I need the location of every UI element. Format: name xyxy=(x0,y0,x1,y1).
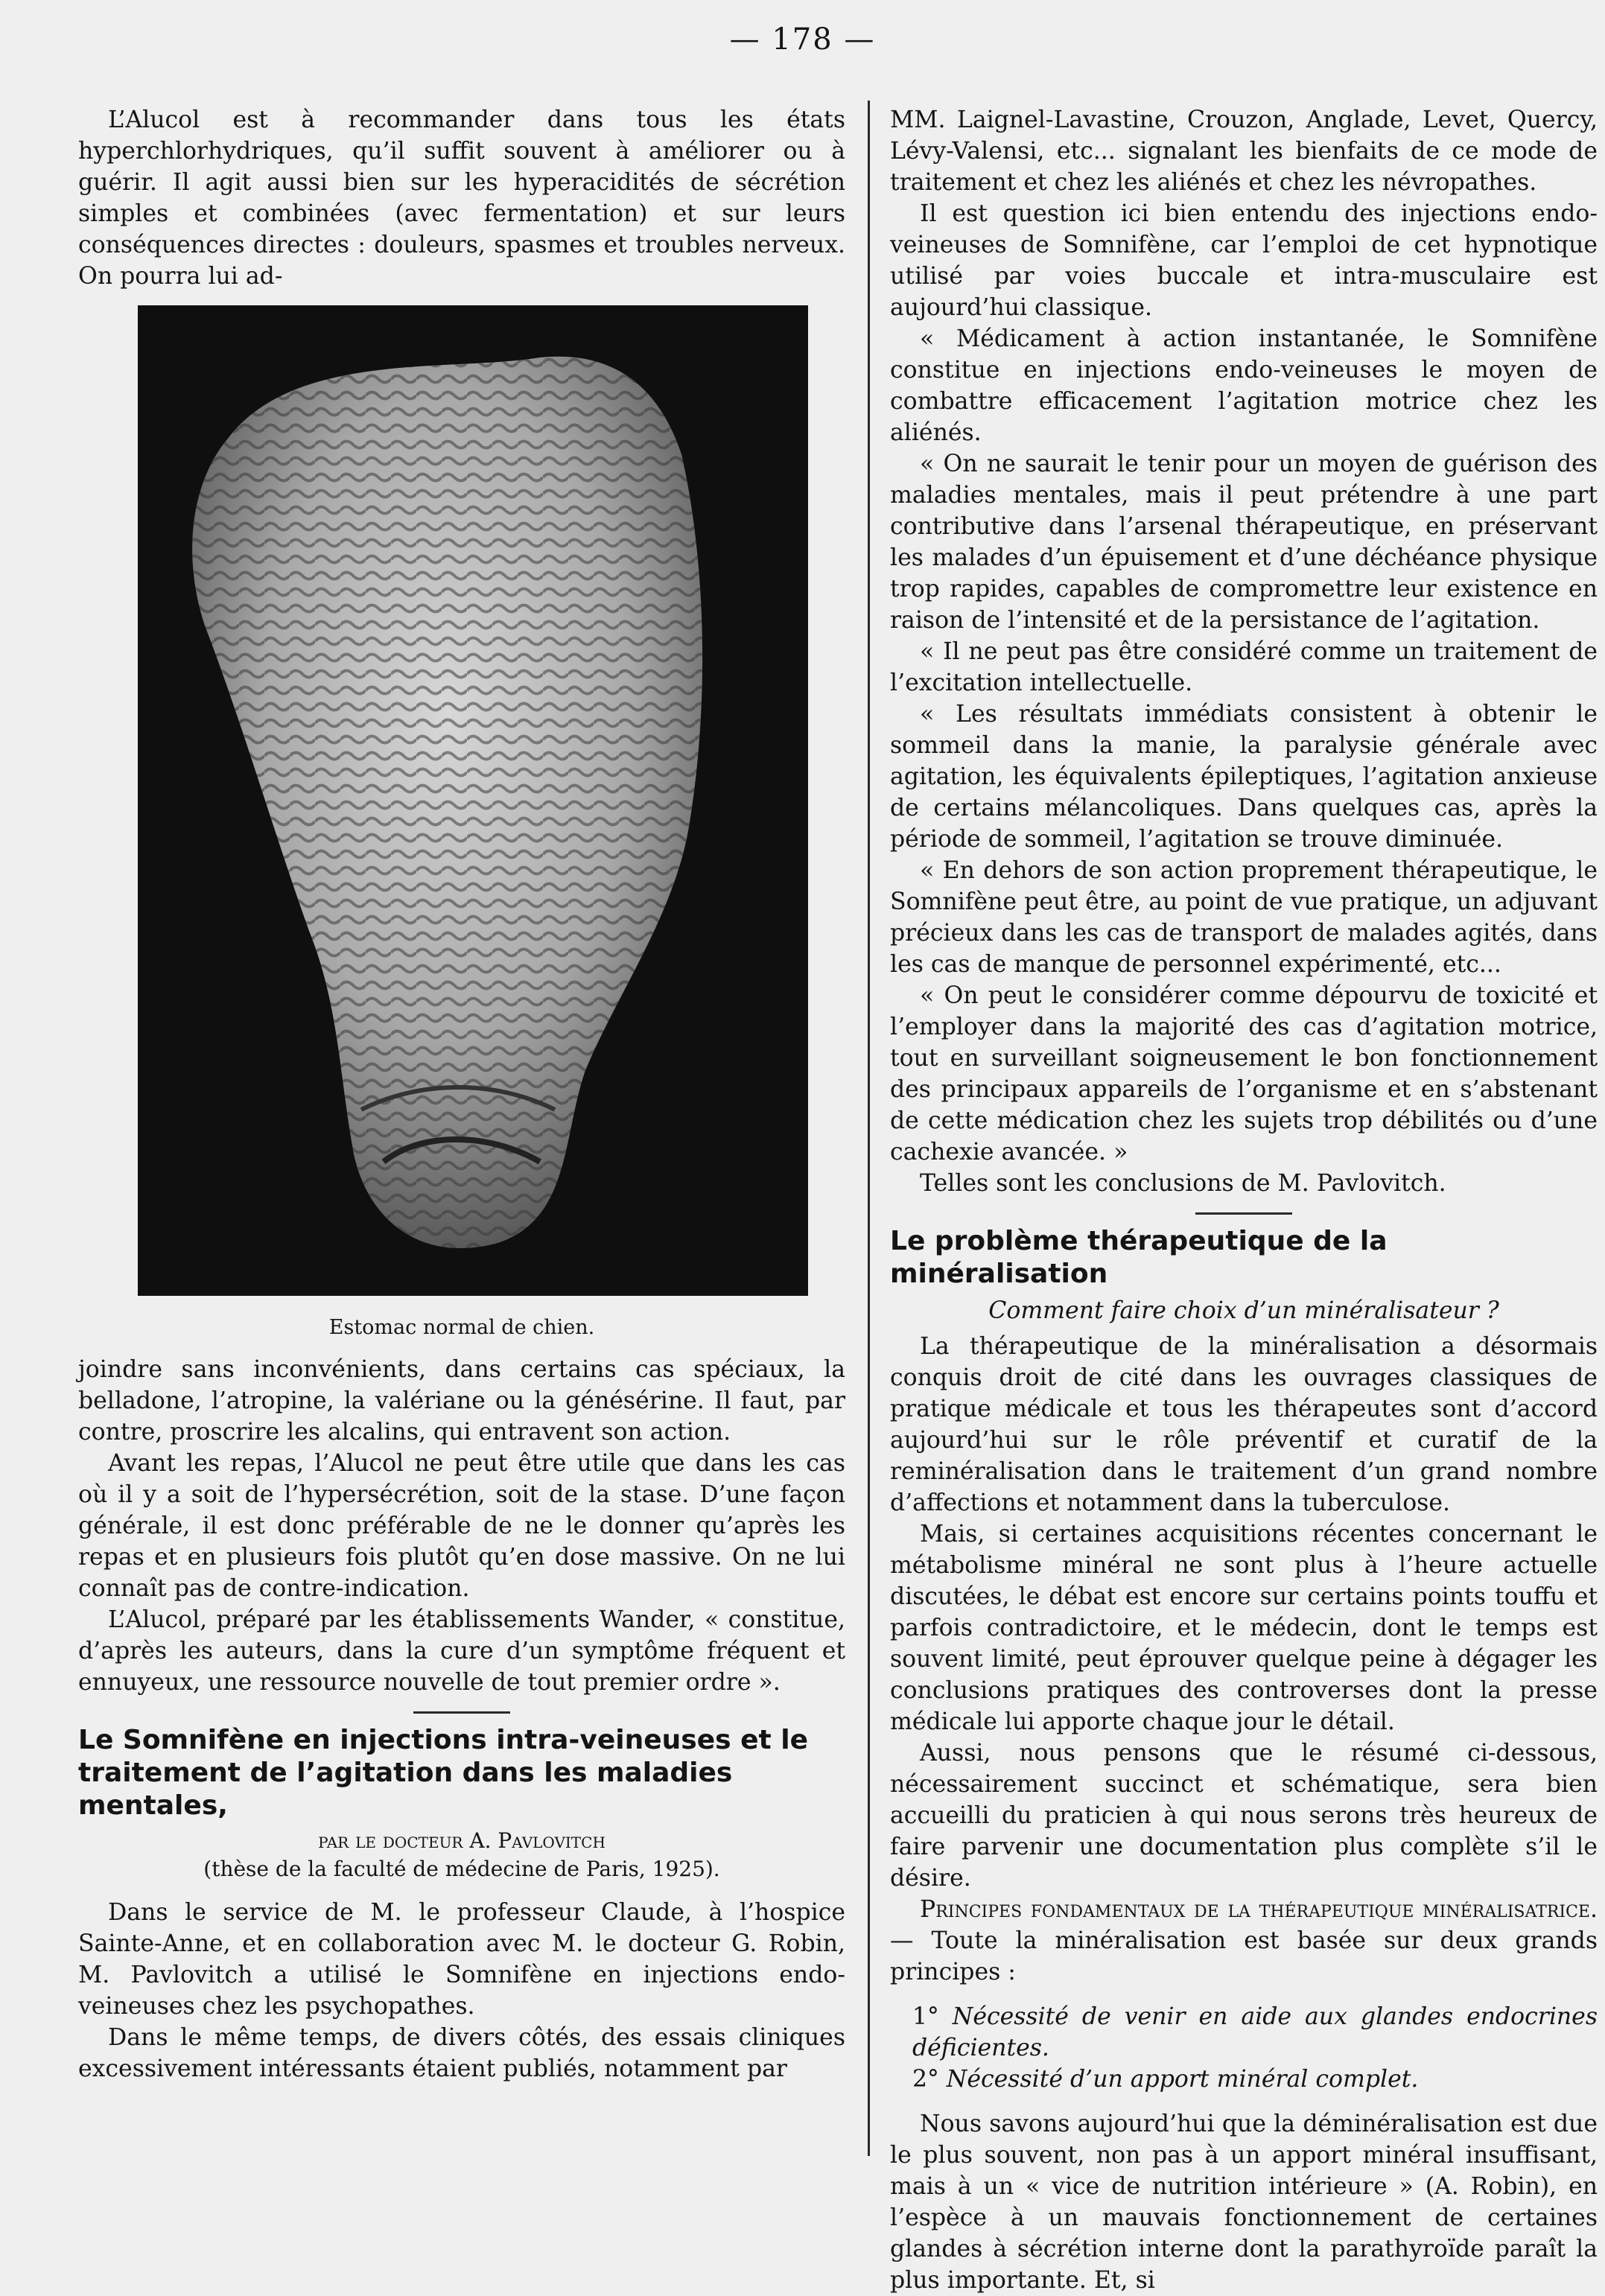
separator-rule xyxy=(1195,1212,1292,1215)
paragraph: La thérapeutique de la minéralisation a désormais conquis droit de cité dans les ouvrages classiques de pratique médicale et tous les thérapeutes sont d’accord aujourd’hui sur le rôle préventif et curatif de la reminéralisation dans le traitement d’un grand nombre d’affections et notamment dans la tuberculose. xyxy=(890,1333,1598,1516)
section-title: Le Somnifène en injections intra-veineuses et le traitement de l’agitation dans les maladies mentales, xyxy=(78,1725,808,1821)
quote-paragraph: « On peut le considérer comme dépourvu de toxicité et l’employer dans la majorité des cas d’agitation motrice, tout en surveillant soigneusement le bon fonctionnement des principaux appareils de l’organisme et en s’abstenant de cette médication chez les sujets trop débilités ou d’une cachexie avancée. » xyxy=(890,982,1598,1166)
author-line: par le docteur A. Pavlovitch xyxy=(318,1828,606,1853)
principle-number: 2° xyxy=(912,2066,939,2093)
separator-rule xyxy=(413,1711,510,1714)
page-number: — 178 — xyxy=(729,22,876,57)
principle-text: Nécessité de venir en aide aux glandes endocrines déficientes. xyxy=(912,2003,1598,2061)
paragraph: Dans le service de M. le professeur Claude, à l’hospice Sainte-Anne, et en collaboration avec M. le docteur G. Robin, M. Pavlovitch a utilisé le Somnifène en injections endo-veineuses chez les psychopathes. xyxy=(78,1899,845,2020)
paragraph: joindre sans inconvénients, dans certains cas spéciaux, la belladone, l’atropine, la valériane ou la génésérine. Il faut, par contre, proscrire les alcalins, qui entravent son action. xyxy=(78,1356,845,1446)
paragraph: Telles sont les conclusions de M. Pavlovitch. xyxy=(920,1170,1446,1197)
principle-number: 1° xyxy=(912,2003,939,2030)
paragraph: Aussi, nous pensons que le résumé ci-dessous, nécessairement succinct et schématique, sera bien accueilli du praticien à qui nous serons très heureux de faire parvenir une documentation plus complète s’il le désire. xyxy=(890,1740,1598,1892)
intro-paragraph: L’Alucol est à recommander dans tous les états hyperchlorhydriques, qu’il suffit souvent à améliorer ou à guérir. Il agit aussi bien sur les hyperacidités de sécrétion simples et combinées (avec fermentation) et sur leurs conséquences directes : douleurs, spasmes et troubles nerveux. On pourra lui ad- xyxy=(78,106,845,290)
section-title: Le problème thérapeutique de la minéralisation xyxy=(890,1226,1388,1289)
thesis-reference: (thèse de la faculté de médecine de Paris, 1925). xyxy=(203,1857,720,1881)
quote-paragraph: « Il ne peut pas être considéré comme un traitement de l’excitation intellectuelle. xyxy=(890,638,1598,696)
paragraph: Dans le même temps, de divers côtés, des essais cliniques excessivement intéressants étaient publiés, notamment par xyxy=(78,2024,845,2082)
paragraph: Mais, si certaines acquisitions récentes concernant le métabolisme minéral ne sont plus à l’heure actuelle discutées, le débat est encore sur certains points touffu et parfois contradictoire, et le médecin, dont le temps est souvent limité, peut éprouver quelque peine à dégager les conclusions pratiques des controverses dont la presse médicale lui apporte chaque jour le détail. xyxy=(890,1521,1598,1735)
principles-intro: — Toute la minéralisation est basée sur deux grands principes : xyxy=(890,1927,1598,1985)
paragraph: Nous savons aujourd’hui que la déminéralisation est due le plus souvent, non pas à un apport minéral insuffisant, mais à un « vice de nutrition intérieure » (A. Robin), en l’espèce à un mauvais fonctionnement de certaines glandes à sécrétion interne dont la parathyroïde paraît la plus importante. Et, si xyxy=(890,2111,1598,2294)
section-subtitle: Comment faire choix d’un minéralisateur ? xyxy=(988,1297,1499,1324)
paragraph: MM. Laignel-Lavastine, Crouzon, Anglade, Levet, Quercy, Lévy-Valensi, etc... signalant les bienfaits de ce mode de traitement et chez les aliénés et chez les névropathes. xyxy=(890,106,1598,196)
column-divider xyxy=(868,101,870,2156)
paragraph: L’Alucol, préparé par les établissements Wander, « constitue, d’après les auteurs, dans la cure d’un symptôme fréquent et ennuyeux, une ressource nouvelle de tout premier ordre ». xyxy=(78,1606,845,1696)
quote-paragraph: « En dehors de son action proprement thérapeutique, le Somnifène peut être, au point de vue pratique, un adjuvant précieux dans les cas de transport de malades agités, dans les cas de manque de personnel expérimenté, etc... xyxy=(890,857,1598,978)
figure-caption: Estomac normal de chien. xyxy=(328,1316,595,1339)
principles-heading: Principes fondamentaux de la thérapeutique minéralisatrice. xyxy=(920,1896,1598,1923)
principle-item xyxy=(890,2001,1598,2064)
left-column xyxy=(78,104,845,2084)
principle-text: Nécessité d’un apport minéral complet. xyxy=(938,2066,1419,2093)
right-column xyxy=(890,104,1598,2296)
paragraph: Avant les repas, l’Alucol ne peut être utile que dans les cas où il y a soit de l’hypersécrétion, soit de la stase. D’une façon générale, il est donc préférable de ne le donner qu’après les repas et en plusieurs fois plutôt qu’en dose massive. On ne lui connaît pas de contre-indication. xyxy=(78,1450,845,1602)
principle-item xyxy=(890,2064,1598,2095)
paragraph xyxy=(890,1894,1598,1988)
stomach-photograph xyxy=(138,305,808,1296)
quote-paragraph: « Médicament à action instantanée, le Somnifène constitue en injections endo-veineuses le moyen de combattre efficacement l’agitation motrice chez les aliénés. xyxy=(890,325,1598,446)
quote-paragraph: « Les résultats immédiats consistent à obtenir le sommeil dans la manie, la paralysie générale avec agitation, les équivalents épileptiques, l’agitation anxieuse de certains mélancoliques. Dans quelques cas, après la période de sommeil, l’agitation se trouve diminuée. xyxy=(890,701,1598,853)
quote-paragraph: « On ne saurait le tenir pour un moyen de guérison des maladies mentales, mais il peut prétendre à une part contributive dans l’arsenal thérapeutique, en préservant les malades d’un épuisement et d’une déchéance physique trop rapides, capables de compromettre leur existence en raison de l’intensité et de la persistance de l’agitation. xyxy=(890,451,1598,634)
paragraph: Il est question ici bien entendu des injections endo-veineuses de Somnifène, car l’emploi de cet hypnotique utilisé par voies buccale et intra-musculaire est aujourd’hui classique. xyxy=(890,200,1598,321)
